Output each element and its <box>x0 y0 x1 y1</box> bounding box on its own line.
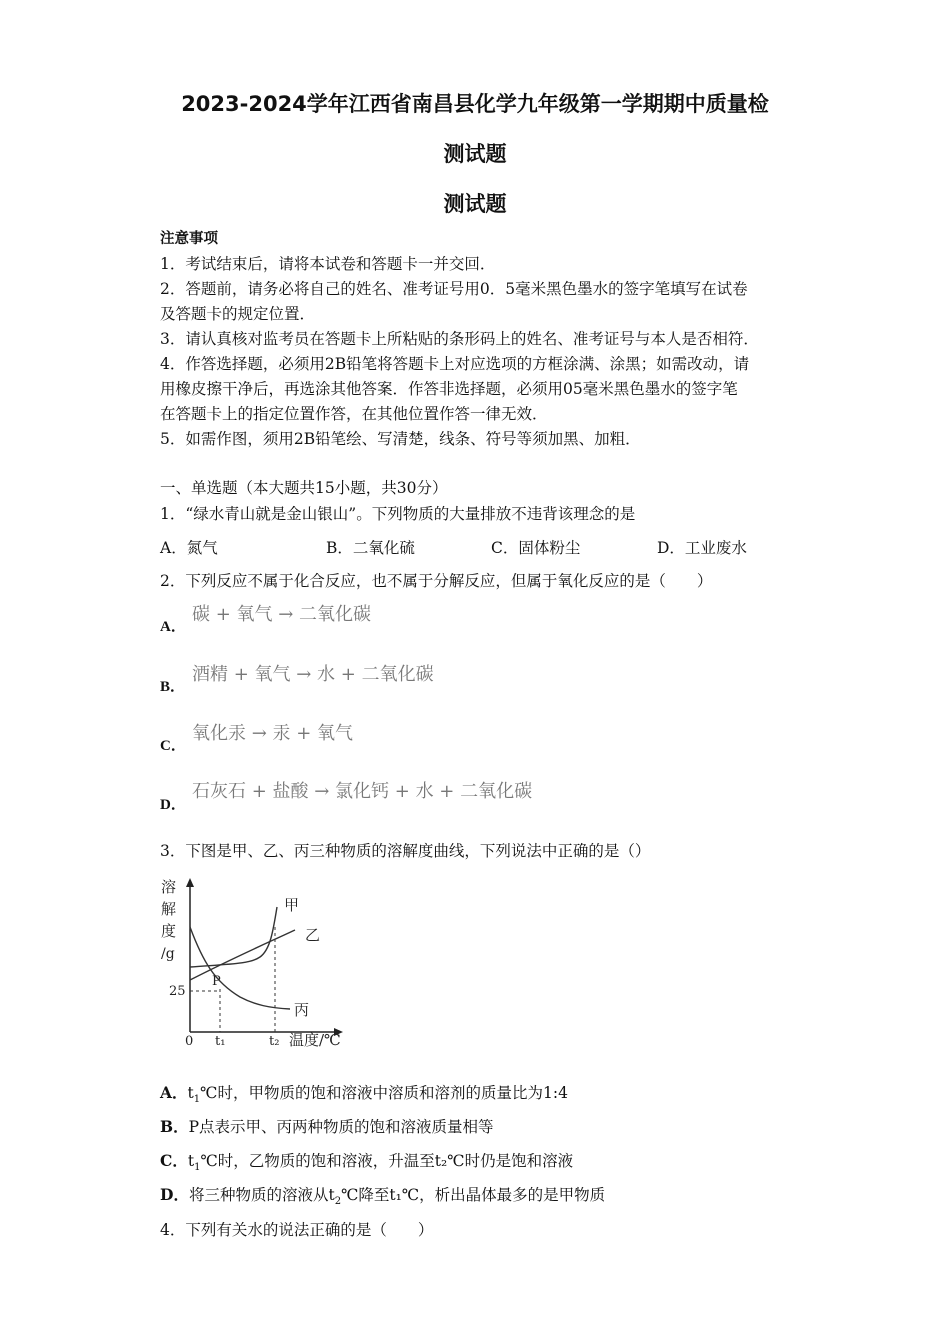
q3-option-d <box>160 1183 605 1207</box>
x-tick-t2: t₂ <box>269 1034 280 1049</box>
y-tick-25: 25 <box>169 984 186 999</box>
q3-option-a-letter: A． <box>160 1083 188 1102</box>
q3-option-d-letter: D． <box>160 1185 189 1204</box>
q3-option-d-post: ℃降至t₁℃，析出晶体最多的是甲物质 <box>341 1186 606 1204</box>
q2-option-a-formula: 碳 + 氧气 → 二氧化碳 <box>192 604 372 625</box>
notes-item: 1．考试结束后，请将本试卷和答题卡一并交回． <box>160 255 496 273</box>
notes-item: 5．如需作图，须用2B铅笔绘、写清楚，线条、符号等须加黑、加粗． <box>160 430 641 448</box>
q2-option-b-formula: 酒精 + 氧气 → 水 + 二氧化碳 <box>192 664 434 685</box>
q1-option-c: C．固体粉尘 <box>491 539 581 557</box>
q2-option-d-formula: 石灰石 + 盐酸 → 氯化钙 + 水 + 二氧化碳 <box>192 781 533 802</box>
q3-option-c <box>160 1149 573 1173</box>
notes-item: 3．请认真核对监考员在答题卡上所粘贴的条形码上的姓名、准考证号与本人是否相符． <box>160 330 759 348</box>
notes-item: 及答题卡的规定位置． <box>160 305 316 323</box>
notes-item: 在答题卡上的指定位置作答，在其他位置作答一律无效． <box>160 405 548 423</box>
question-4-stem: 4．下列有关水的说法正确的是（ ） <box>160 1221 434 1239</box>
point-label-p: P <box>212 974 221 989</box>
y-label: 溶 <box>161 878 177 896</box>
q3-option-c-pre: t <box>187 1152 195 1170</box>
y-label: 度 <box>161 922 177 940</box>
y-label: 解 <box>161 900 177 918</box>
q1-option-a: A．氮气 <box>160 539 218 557</box>
y-axis-arrow <box>186 878 194 887</box>
page-title-line2: 测试题 <box>443 142 507 166</box>
q3-option-a-pre: t <box>187 1084 194 1102</box>
question-1-stem: 1．“绿水青山就是金山银山”。下列物质的大量排放不违背该理念的是 <box>160 505 636 523</box>
question-3-stem: 3．下图是甲、乙、丙三种物质的溶解度曲线，下列说法中正确的是（） <box>160 842 651 860</box>
page-title-line1: 2023-2024学年江西省南昌县化学九年级第一学期期中质量检 <box>181 92 769 116</box>
q2-option-a-letter: A． <box>160 619 186 635</box>
series-label-jia: 甲 <box>284 896 300 914</box>
q3-option-c-post: ℃时，乙物质的饱和溶液，升温至t₂℃时仍是饱和溶液 <box>200 1152 574 1170</box>
q1-option-d: D．工业废水 <box>657 539 747 557</box>
q2-option-b-letter: B． <box>160 679 186 695</box>
q2-option-d-letter: D． <box>160 797 186 813</box>
series-label-yi: 乙 <box>305 926 321 944</box>
series-yi-line <box>190 930 295 980</box>
series-label-bing: 丙 <box>294 1001 310 1019</box>
section-heading: 一、单选题（本大题共15小题，共30分） <box>160 479 448 497</box>
y-label: /g <box>161 946 175 962</box>
q3-option-a-sub: 1 <box>193 1094 201 1106</box>
q2-option-c-formula: 氧化汞 → 汞 + 氧气 <box>192 723 354 744</box>
solubility-chart <box>155 872 355 1052</box>
notes-item: 4．作答选择题，必须用2B铅笔将答题卡上对应选项的方框涂满、涂黑；如需改动，请 <box>160 355 750 373</box>
notes-item: 2．答题前，请务必将自己的姓名、准考证号用0．5毫米黑色墨水的签字笔填写在试卷 <box>160 280 748 298</box>
notes-item: 用橡皮擦干净后，再选涂其他答案．作答非选择题，必须用05毫米黑色墨水的签字笔 <box>160 380 738 398</box>
q3-option-b-letter: B． <box>160 1117 189 1136</box>
question-2-stem: 2．下列反应不属于化合反应，也不属于分解反应，但属于氧化反应的是（ ） <box>160 572 713 590</box>
q3-option-a <box>160 1081 568 1105</box>
x-label: 温度/℃ <box>289 1031 341 1049</box>
origin-label: 0 <box>185 1034 194 1049</box>
q1-option-b: B．二氧化硫 <box>326 539 415 557</box>
page-title-line3: 测试题 <box>443 192 507 216</box>
q3-option-b <box>160 1115 494 1137</box>
q3-option-d-pre: 将三种物质的溶液从t <box>188 1186 335 1204</box>
q3-option-b-pre: P点表示甲、丙两种物质的饱和溶液质量相等 <box>188 1118 494 1136</box>
q2-option-c-letter: C． <box>160 738 186 754</box>
q3-option-c-letter: C． <box>160 1151 188 1170</box>
notes-heading: 注意事项 <box>160 231 218 247</box>
q3-option-d-sub: 2 <box>334 1196 342 1208</box>
q3-option-c-sub: 1 <box>194 1162 201 1174</box>
q3-option-a-post: ℃时，甲物质的饱和溶液中溶质和溶剂的质量比为1:4 <box>200 1084 568 1102</box>
x-tick-t1: t₁ <box>215 1034 226 1049</box>
